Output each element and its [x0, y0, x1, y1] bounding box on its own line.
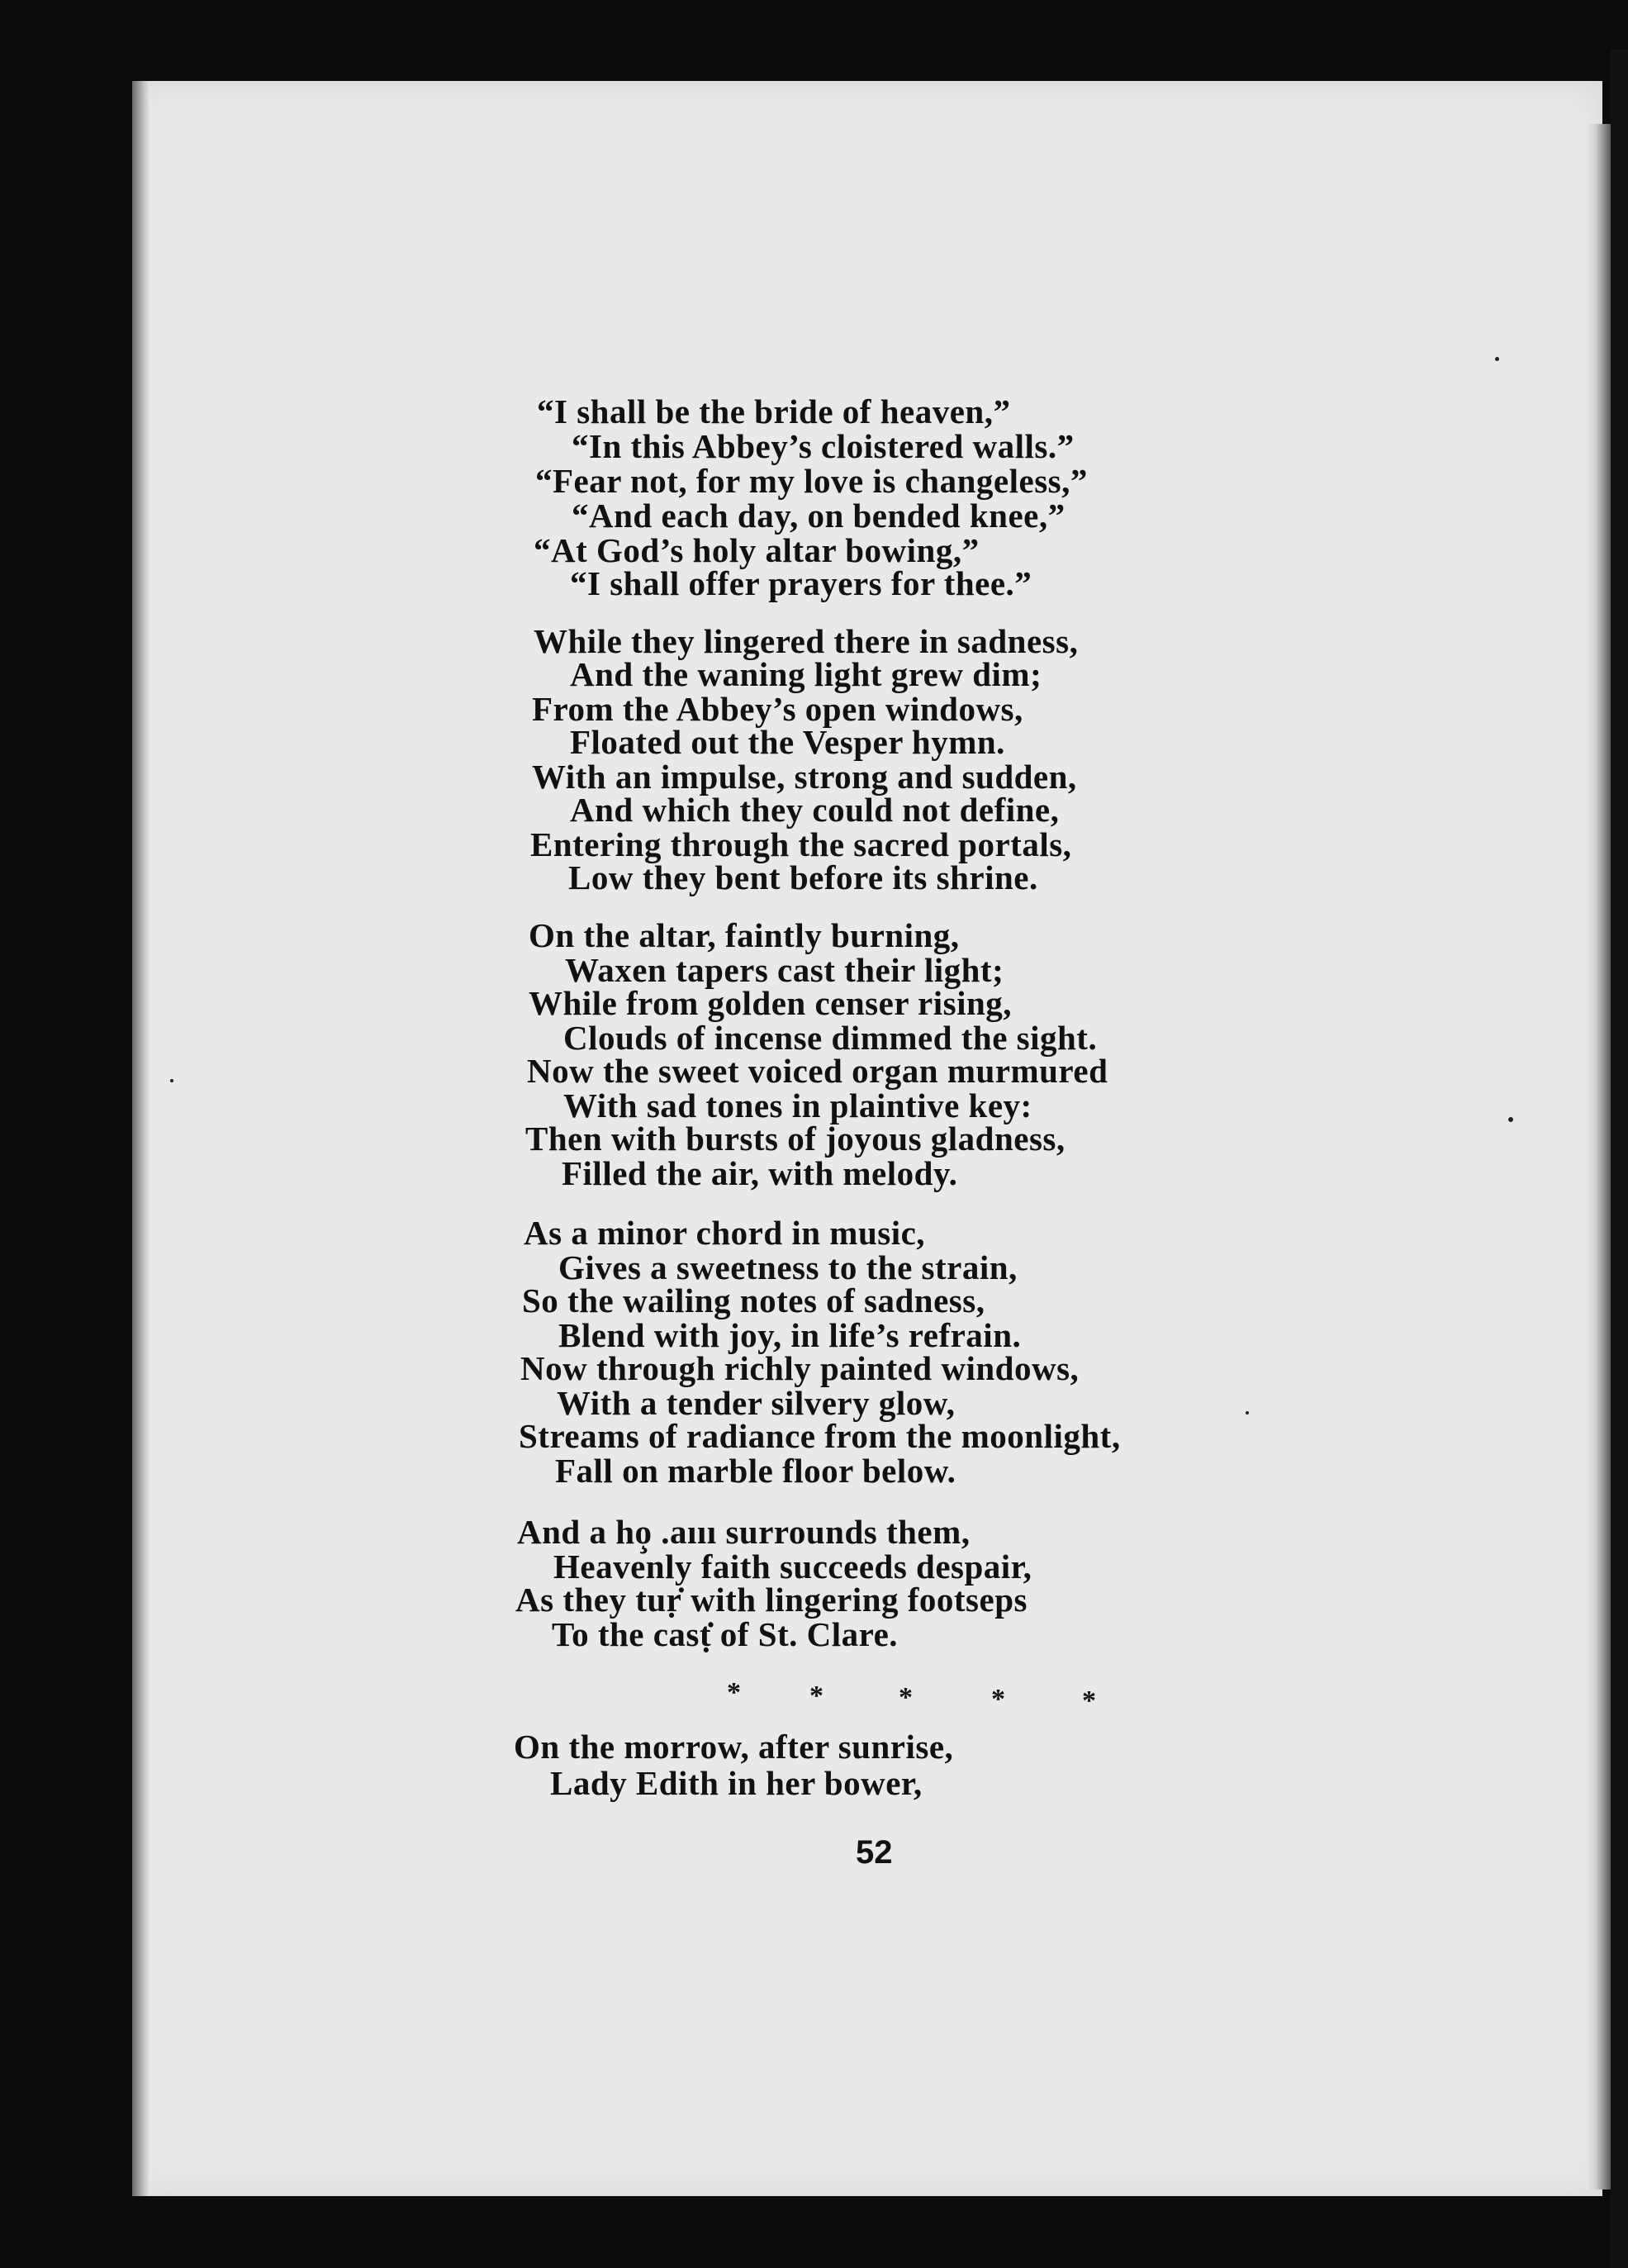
poem-line: And a ho̧ .aııı surrounds them, [517, 1513, 971, 1551]
poem-line: As they tuṛ̇ with lingering footseps [515, 1581, 1028, 1619]
poem-line: As a minor chord in music, [524, 1214, 926, 1252]
poem-line: Then with bursts of joyous gladness, [525, 1120, 1066, 1158]
poem-line: “At God’s holy altar bowing,” [534, 531, 980, 569]
poem-line: Now through richly painted windows, [520, 1349, 1080, 1387]
separator-star: * [1082, 1686, 1096, 1716]
poem-line: And which they could not define, [570, 791, 1060, 829]
poem-line: And the waning light grew dim; [570, 655, 1042, 693]
poem-line: “Fear not, for my love is changeless,” [535, 462, 1088, 500]
poem-line: Lady Edith in her bower, [550, 1764, 923, 1802]
poem-line: Heavenly faith succeeds despair, [553, 1548, 1032, 1586]
poem-line: To the casṭ̇̇ of St. Clare. [552, 1615, 899, 1653]
poem-line: Floated out the Vesper hymn. [570, 723, 1005, 761]
poem-line: Low they bent before its shrine. [568, 858, 1038, 896]
poem-line: “In this Abbey’s cloistered walls.” [572, 427, 1075, 465]
poem-line: On the altar, faintly burning, [529, 916, 960, 954]
poem-line: While from golden censer rising, [529, 984, 1013, 1022]
separator-star: * [991, 1684, 1005, 1714]
poem-line: Waxen tapers cast their light; [565, 951, 1004, 989]
poem-line: With sad tones in plaintive key: [563, 1086, 1032, 1124]
poem-line: Gives a sweetness to the strain, [558, 1248, 1018, 1286]
poem-line: Blend with joy, in life’s refrain. [558, 1316, 1022, 1354]
poem-line: Now the sweet voiced organ murmured [527, 1052, 1108, 1090]
poem-line: Entering through the sacred portals, [530, 825, 1072, 863]
poem-line: Filled the air, with melody. [562, 1154, 958, 1192]
separator-star: * [727, 1677, 741, 1708]
poem-line: “I shall offer prayers for thee.” [570, 564, 1032, 602]
separator-star: * [899, 1682, 913, 1713]
poem-line: With a tender silvery glow, [557, 1384, 956, 1422]
poem-line: While they lingered there in sadness, [534, 622, 1079, 660]
separator-star: * [809, 1681, 823, 1711]
poem-line: “I shall be the bride of heaven,” [537, 392, 1011, 430]
poem-line: With an impulse, strong and sudden, [532, 758, 1077, 796]
poem-line: “And each day, on bended knee,” [572, 497, 1066, 535]
poem-line: Fall on marble floor below. [555, 1452, 956, 1490]
poem-line: On the morrow, after sunrise, [514, 1728, 954, 1766]
page-number: 52 [856, 1834, 893, 1871]
poem-line: Clouds of incense dimmed the sight. [563, 1019, 1098, 1057]
poem-line: Streams of radiance from the moonlight, [519, 1417, 1121, 1455]
poem-line: So the wailing notes of sadness, [522, 1281, 985, 1319]
poem-line: From the Abbey’s open windows, [532, 690, 1023, 728]
